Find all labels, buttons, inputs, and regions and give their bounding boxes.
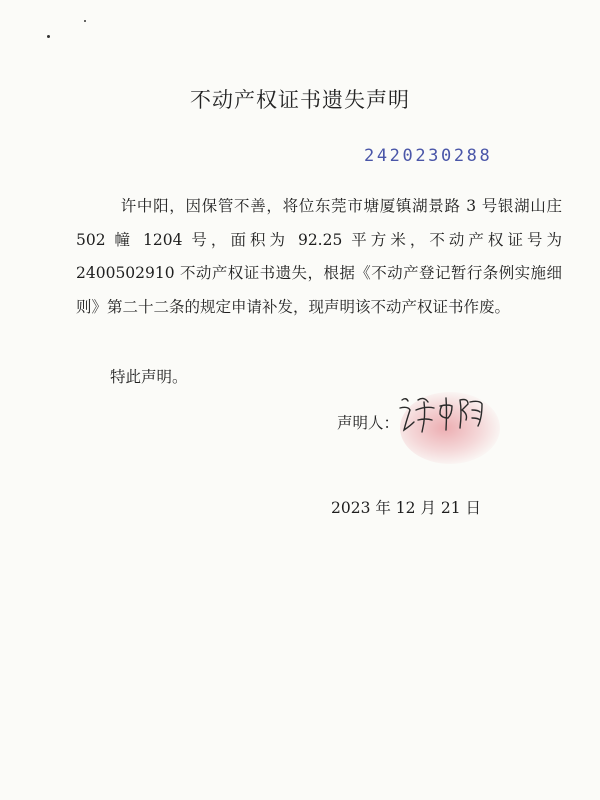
serial-number-stamp: 2420230288: [364, 146, 493, 166]
declaration-date: 2023 年 12 月 21 日: [331, 499, 482, 517]
document-title: 不动产权证书遗失声明: [190, 88, 410, 112]
declaration-body: [76, 190, 562, 324]
scan-speck: [47, 35, 50, 38]
handwritten-signature: [398, 392, 488, 442]
declarant-label: 声明人：: [337, 414, 400, 432]
scan-speck: [84, 20, 86, 22]
declaration-paragraph: 许中阳，因保管不善，将位东莞市塘厦镇湖景路 3 号银湖山庄 502 幢 1204 号，面积为 92.25 平方米，不动产权证号为 2400502910 不动产权证书遗失，根据《不动产登记暂行条例实施细则》第二十二条的规定申请补发，现声明该不动产权证书作废。: [76, 197, 562, 316]
closing-statement: 特此声明。: [110, 368, 188, 386]
